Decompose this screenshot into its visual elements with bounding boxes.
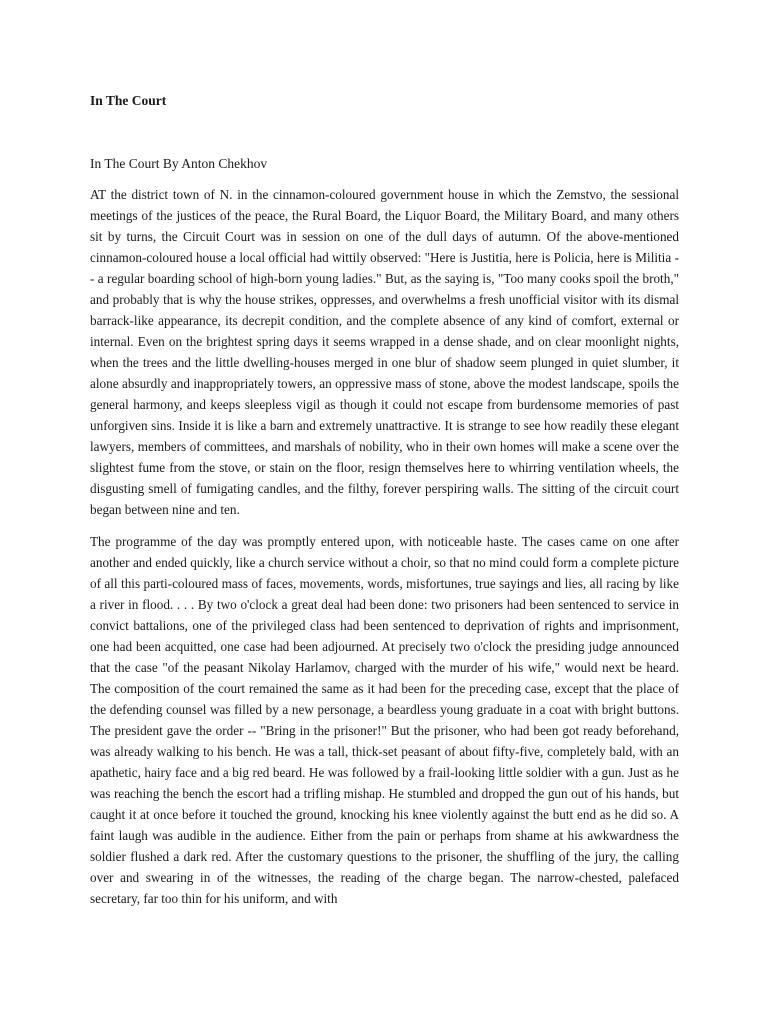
document-body: [90, 90, 679, 909]
document-heading: In The Court: [90, 93, 167, 108]
story-byline: In The Court By Anton Chekhov: [90, 156, 268, 171]
paragraph-1: AT the district town of N. in the cinnamon-coloured government house in which the Zemstvo, the sessional meetings of the justices of the peace, the Rural Board, the Liquor Board, the Military Board, and many others sit by turns, the Circuit Court was in session on one of the dull days of autumn. Of the above-mentioned cinnamon-coloured house a local official had wittily observed: "Here is Justitia, here is Policia, here is Militia -- a regular boarding school of high-born young ladies." But, as the saying is, "Too many cooks spoil the broth," and probably that is why the house strikes, oppresses, and overwhelms a fresh unofficial visitor with its dismal barrack-like appearance, its decrepit condition, and the complete absence of any kind of comfort, external or internal. Even on the brightest spring days it seems wrapped in a dense shade, and on clear moonlight nights, when the trees and the little dwelling-houses merged in one blur of shadow seem plunged in quiet slumber, it alone absurdly and inappropriately towers, an oppressive mass of stone, above the modest landscape, spoils the general harmony, and keeps sleepless vigil as though it could not escape from burdensome memories of past unforgiven sins. Inside it is like a barn and extremely unattractive. It is strange to see how readily these elegant lawyers, members of committees, and marshals of nobility, who in their own homes will make a scene over the slightest fume from the stove, or stain on the floor, resign themselves here to whirring ventilation wheels, the disgusting smell of fumigating candles, and the filthy, forever perspiring walls. The sitting of the circuit court began between nine and ten.: [90, 187, 679, 517]
paragraph-2: The programme of the day was promptly entered upon, with noticeable haste. The cases came on one after another and ended quickly, like a church service without a choir, so that no mind could form a complete picture of all this parti-coloured mass of faces, movements, words, misfortunes, true sayings and lies, all racing by like a river in flood. . . . By two o'clock a great deal had been done: two prisoners had been sentenced to service in convict battalions, one of the privileged class had been sentenced to deprivation of rights and imprisonment, one had been acquitted, one case had been adjourned. At precisely two o'clock the presiding judge announced that the case "of the peasant Nikolay Harlamov, charged with the murder of his wife," would next be heard. The composition of the court remained the same as it had been for the preceding case, except that the place of the defending counsel was filled by a new personage, a beardless young graduate in a coat with bright buttons. The president gave the order -- "Bring in the prisoner!" But the prisoner, who had been got ready beforehand, was already walking to his bench. He was a tall, thick-set peasant of about fifty-five, completely bald, with an apathetic, hairy face and a big red beard. He was followed by a frail-looking little soldier with a gun. Just as he was reaching the bench the escort had a trifling mishap. He stumbled and dropped the gun out of his hands, but caught it at once before it touched the ground, knocking his knee violently against the butt end as he did so. A faint laugh was audible in the audience. Either from the pain or perhaps from shame at his awkwardness the soldier flushed a dark red. After the customary questions to the prisoner, the shuffling of the jury, the calling over and swearing in of the witnesses, the reading of the charge began. The narrow-chested, palefaced secretary, far too thin for his uniform, and with: [90, 534, 679, 906]
